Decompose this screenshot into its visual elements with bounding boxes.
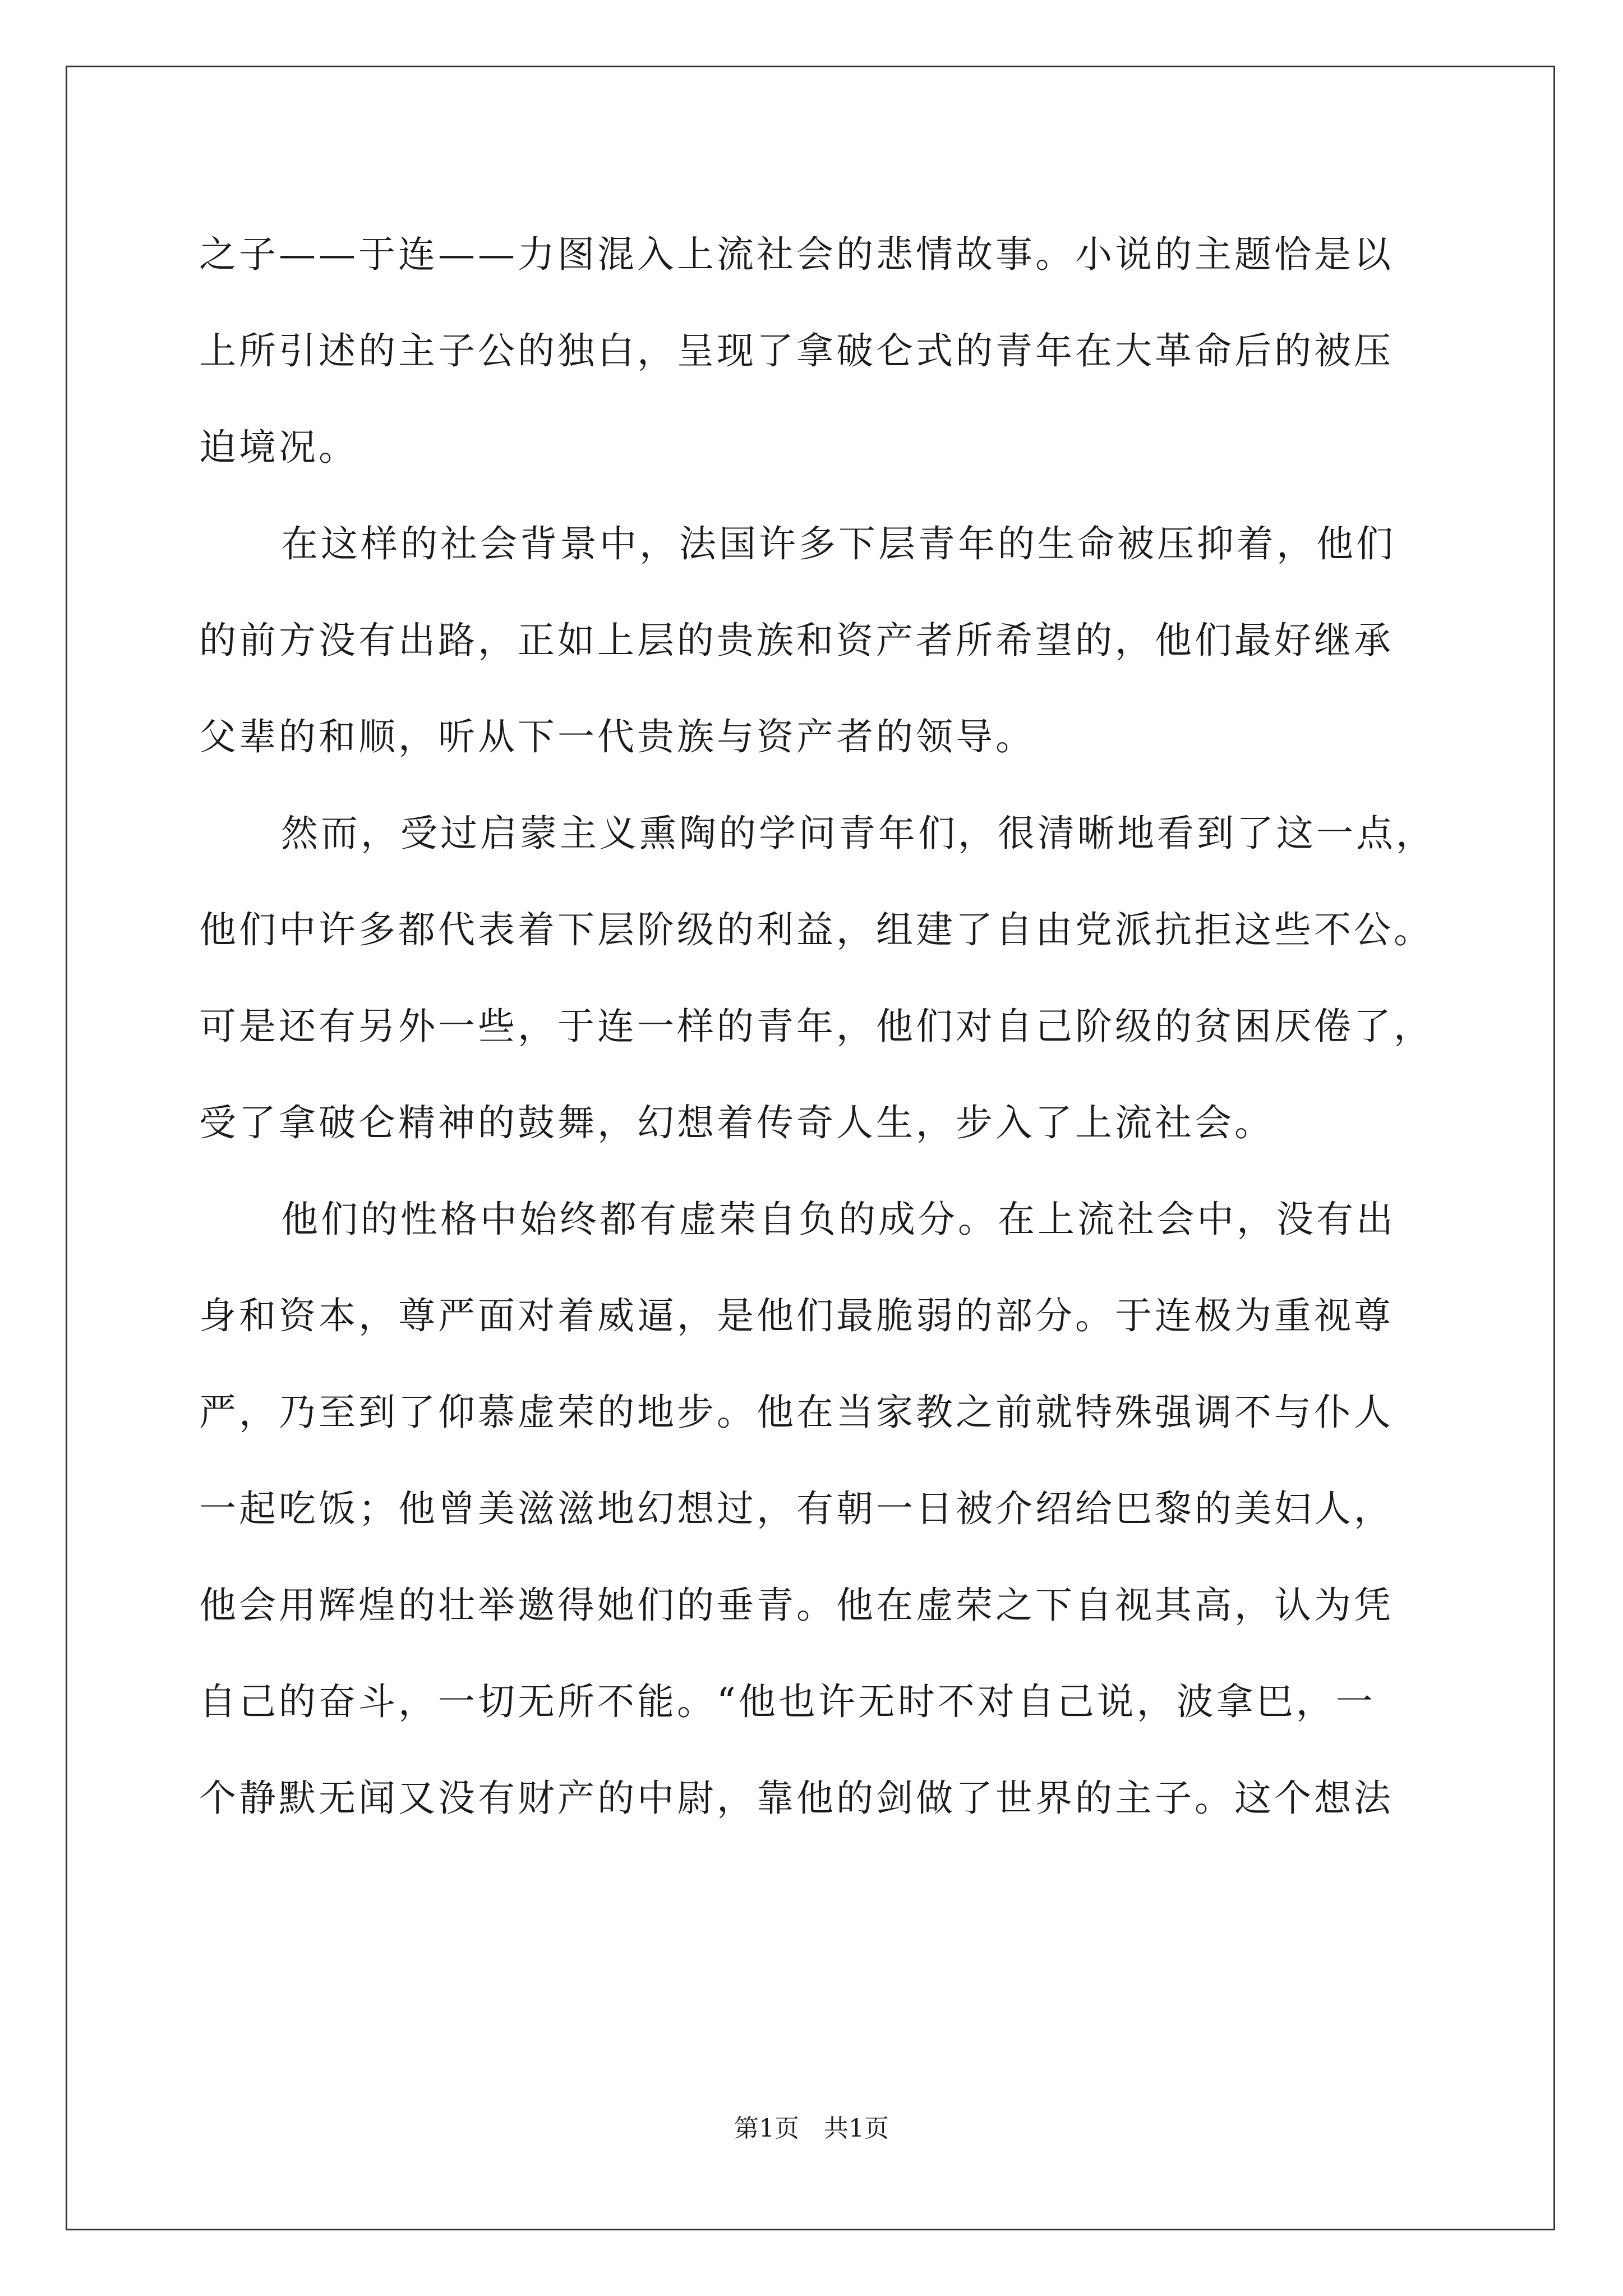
text-line-14: 一起吃饭；他曾美滋滋地幻想过，有朝一日被介绍给巴黎的美妇人， bbox=[199, 1487, 1394, 1530]
text-line-11: 他们的性格中始终都有虚荣自负的成分。在上流社会中，没有出 bbox=[281, 1198, 1396, 1241]
text-line-9: 可是还有另外一些，于连一样的青年，他们对自己阶级的贫困厌倦了， bbox=[199, 1005, 1433, 1048]
text-line-7: 然而，受过启蒙主义熏陶的学问青年们，很清晰地看到了这一点， bbox=[281, 812, 1436, 855]
text-line-10: 受了拿破仑精神的鼓舞，幻想着传奇人生，步入了上流社会。 bbox=[199, 1101, 1274, 1144]
document-body bbox=[199, 206, 1436, 1847]
page-number: 第1页 bbox=[734, 2114, 799, 2143]
text-line-13: 严，乃至到了仰慕虚荣的地步。他在当家教之前就特殊强调不与仆人 bbox=[199, 1391, 1394, 1434]
text-line-17: 个静默无闻又没有财产的中尉，靠他的剑做了世界的主子。这个想法 bbox=[199, 1777, 1394, 1820]
text-line-8: 他们中许多都代表着下层阶级的利益，组建了自由党派抗拒这些不公。 bbox=[199, 908, 1433, 951]
text-line-16: 自己的奋斗，一切无所不能。“他也许无时不对自己说，波拿巴，一 bbox=[199, 1680, 1376, 1723]
text-line-2: 上所引述的主子公的独白，呈现了拿破仑式的青年在大革命后的被压 bbox=[199, 329, 1394, 372]
text-line-3: 迫境况。 bbox=[199, 426, 358, 469]
text-line-15: 他会用辉煌的壮举邀得她们的垂青。他在虚荣之下自视其高，认为凭 bbox=[199, 1584, 1394, 1627]
page-footer bbox=[0, 2112, 1623, 2146]
text-line-6: 父辈的和顺，听从下一代贵族与资产者的领导。 bbox=[199, 715, 1035, 758]
text-line-4: 在这样的社会背景中，法国许多下层青年的生命被压抑着，他们 bbox=[281, 522, 1396, 565]
text-line-1: 之子——于连——力图混入上流社会的悲情故事。小说的主题恰是以 bbox=[199, 233, 1394, 276]
text-line-12: 身和资本，尊严面对着威逼，是他们最脆弱的部分。于连极为重视尊 bbox=[199, 1294, 1394, 1337]
text-line-5: 的前方没有出路，正如上层的贵族和资产者所希望的，他们最好继承 bbox=[199, 619, 1394, 662]
page-total: 共1页 bbox=[824, 2114, 889, 2143]
